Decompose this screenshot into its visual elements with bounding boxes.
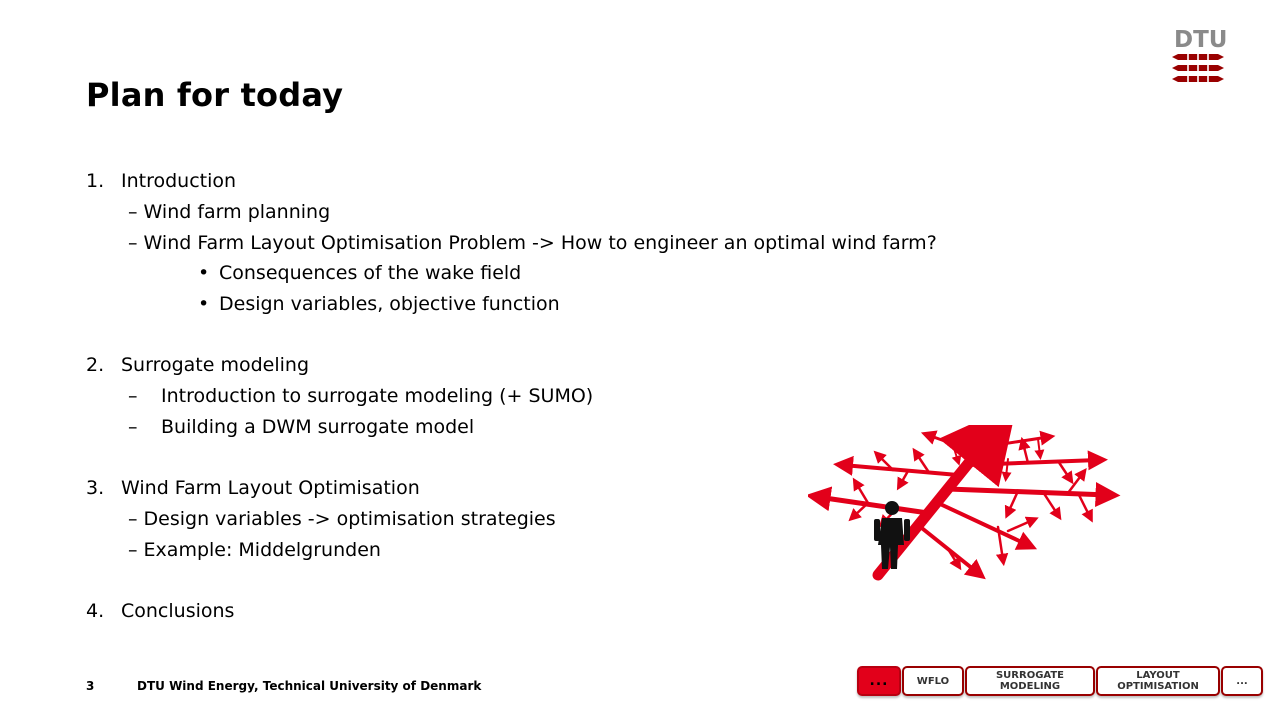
dtu-logo-mark [1172, 54, 1224, 82]
nav-current-section-button[interactable]: ... [857, 666, 901, 696]
agenda-subitem [128, 537, 381, 563]
dash-marker: – [128, 201, 138, 223]
dash-marker: – [128, 232, 138, 254]
agenda-bullet [198, 291, 560, 317]
nav-more-button[interactable]: ... [1221, 666, 1263, 696]
agenda-subitem [128, 230, 937, 256]
dtu-logo [1172, 28, 1228, 82]
agenda-label: Wind Farm Layout Optimisation [121, 477, 420, 499]
agenda-bullet-text: Design variables, objective function [219, 293, 560, 315]
dtu-logo-text: DTU [1174, 27, 1228, 53]
slide-title: Plan for today [86, 76, 344, 114]
nav-layout-optimisation-button[interactable]: LAYOUT OPTIMISATION [1096, 666, 1220, 696]
dash-marker: – [128, 385, 138, 407]
agenda-subitem-text: Building a DWM surrogate model [161, 416, 475, 438]
agenda-subitem [128, 506, 556, 532]
agenda-item-wflo [86, 475, 420, 501]
agenda-subitem [128, 383, 593, 409]
agenda-subitem [128, 199, 330, 225]
agenda-subitem-text: Introduction to surrogate modeling (+ SUMO) [161, 385, 594, 407]
agenda-subitem-text: Wind Farm Layout Optimisation Problem -> How to engineer an optimal wind farm? [143, 232, 937, 254]
bullet-marker: • [198, 293, 210, 315]
agenda-number: 3. [86, 477, 105, 499]
agenda-subitem-text: Example: Middelgrunden [143, 539, 381, 561]
dash-marker: – [128, 416, 138, 438]
agenda-item-surrogate [86, 352, 309, 378]
agenda-subitem-text: Design variables -> optimisation strategies [143, 508, 556, 530]
agenda-number: 4. [86, 600, 105, 622]
page-number: 3 [86, 679, 95, 693]
agenda-label: Introduction [121, 170, 237, 192]
agenda-item-introduction [86, 168, 236, 194]
agenda-label: Surrogate modeling [121, 354, 310, 376]
agenda-label: Conclusions [121, 600, 235, 622]
nav-surrogate-modeling-button[interactable]: SURROGATE MODELING [965, 666, 1095, 696]
dash-marker: – [128, 508, 138, 530]
dash-marker: – [128, 539, 138, 561]
agenda-number: 1. [86, 170, 105, 192]
footer-organization: DTU Wind Energy, Technical University of Denmark [137, 679, 482, 693]
agenda-subitem [128, 414, 474, 440]
agenda-subitem-text: Wind farm planning [143, 201, 331, 223]
nav-wflo-button[interactable]: WFLO [902, 666, 964, 696]
agenda-bullet [198, 260, 521, 286]
decision-tree-illustration [808, 425, 1130, 585]
agenda-bullet-text: Consequences of the wake field [219, 262, 522, 284]
agenda-item-conclusions [86, 598, 234, 624]
bullet-marker: • [198, 262, 210, 284]
agenda-number: 2. [86, 354, 105, 376]
